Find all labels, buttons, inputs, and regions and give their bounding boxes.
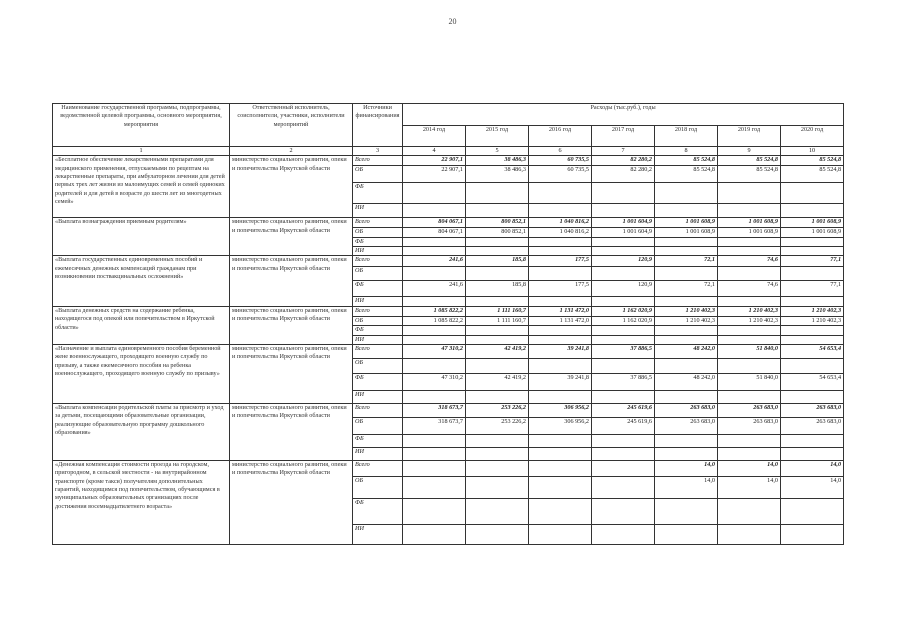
expense-value: 60 735,5 xyxy=(529,156,592,166)
expense-value xyxy=(403,447,466,460)
funding-source: Всего xyxy=(353,156,403,166)
expense-value: 51 840,0 xyxy=(718,344,781,358)
expense-value: 1 001 608,9 xyxy=(718,228,781,237)
program-row xyxy=(53,344,844,358)
funding-source: ИИ xyxy=(353,204,403,218)
expense-value xyxy=(466,524,529,544)
expense-value: 14,0 xyxy=(718,476,781,498)
expense-value xyxy=(718,358,781,373)
expense-value xyxy=(655,297,718,306)
expense-value xyxy=(781,183,844,204)
expense-value xyxy=(466,335,529,344)
expense-value: 318 673,7 xyxy=(403,403,466,417)
budget-table xyxy=(52,103,844,545)
funding-source: ИИ xyxy=(353,390,403,403)
funding-source: ИИ xyxy=(353,247,403,256)
expense-value: 37 886,5 xyxy=(592,344,655,358)
expense-value xyxy=(403,297,466,306)
expense-value xyxy=(781,267,844,281)
expense-value: 1 085 822,2 xyxy=(403,306,466,316)
expense-value: 306 956,2 xyxy=(529,417,592,434)
funding-source: Всего xyxy=(353,403,403,417)
expense-value: 14,0 xyxy=(718,460,781,476)
expense-value xyxy=(403,183,466,204)
expense-value xyxy=(466,237,529,246)
column-number: 3 xyxy=(353,147,403,156)
funding-source: ИИ xyxy=(353,524,403,544)
expense-value xyxy=(592,390,655,403)
expense-value: 1 131 472,0 xyxy=(529,306,592,316)
funding-source: ИИ xyxy=(353,297,403,306)
expense-value xyxy=(655,183,718,204)
expense-value xyxy=(718,237,781,246)
expense-value: 1 085 822,2 xyxy=(403,316,466,325)
expense-value xyxy=(529,183,592,204)
expense-value xyxy=(781,434,844,447)
funding-source: ФБ xyxy=(353,434,403,447)
expense-value xyxy=(403,237,466,246)
funding-source: ФБ xyxy=(353,237,403,246)
expense-value xyxy=(655,247,718,256)
expense-value xyxy=(655,390,718,403)
expense-value xyxy=(403,358,466,373)
expense-value xyxy=(529,524,592,544)
expense-value: 82 280,2 xyxy=(592,166,655,183)
expense-value xyxy=(655,335,718,344)
expense-value xyxy=(403,204,466,218)
program-name: «Выплата государственных единовременных пособий и ежемесячных денежных компенсаций гражданам при возникновении поствакцинальных осложнений» xyxy=(53,256,230,306)
funding-source: ФБ xyxy=(353,373,403,390)
expense-value xyxy=(592,447,655,460)
expense-value: 82 280,2 xyxy=(592,156,655,166)
program-name: «Денежная компенсация стоимости проезда на городском, пригородном, в сельской местности - на внутрирайонном транспорте (кроме такси) получателям дополнительных гарантий, находящимся под попечительством, обучающимся в муниципальных образовательных организациях после достижения восемнадцатилетнего возраста» xyxy=(53,460,230,544)
expense-value xyxy=(718,204,781,218)
program-executor: министерство социального развития, опеки и попечительства Иркутской области xyxy=(230,344,353,403)
page-number: 20 xyxy=(448,17,457,26)
expense-value xyxy=(403,460,466,476)
program-row xyxy=(53,403,844,417)
expense-value xyxy=(592,358,655,373)
expense-value: 1 210 402,3 xyxy=(718,306,781,316)
column-number: 7 xyxy=(592,147,655,156)
expense-value: 804 067,1 xyxy=(403,228,466,237)
header-year: 2017 год xyxy=(592,126,655,147)
expense-value xyxy=(781,297,844,306)
expense-value xyxy=(592,335,655,344)
expense-value: 1 001 608,9 xyxy=(655,218,718,228)
expense-value: 14,0 xyxy=(655,460,718,476)
program-executor: министерство социального развития, опеки и попечительства Иркутской области xyxy=(230,460,353,544)
funding-source: ОБ xyxy=(353,476,403,498)
expense-value: 253 226,2 xyxy=(466,417,529,434)
expense-value xyxy=(592,460,655,476)
expense-value: 1 001 604,9 xyxy=(592,228,655,237)
expense-value xyxy=(592,326,655,335)
expense-value xyxy=(529,476,592,498)
expense-value xyxy=(403,247,466,256)
expense-value xyxy=(781,335,844,344)
program-name: «Бесплатное обеспечение лекарственными препаратами для медицинского применения, отпускаемыми по рецептам на лекарственные препараты, при амбулаторном лечении для детей первых трех лет жизни из малоимущих семей и семей одиноких родителей и для детей в возрасте до шести лет из многодетных семей» xyxy=(53,156,230,218)
expense-value xyxy=(718,183,781,204)
expense-value: 263 683,0 xyxy=(718,417,781,434)
expense-value: 48 242,0 xyxy=(655,373,718,390)
expense-value: 77,1 xyxy=(781,256,844,267)
expense-value: 47 310,2 xyxy=(403,344,466,358)
expense-value: 263 683,0 xyxy=(781,403,844,417)
expense-value: 38 486,3 xyxy=(466,156,529,166)
header-year: 2020 год xyxy=(781,126,844,147)
expense-value xyxy=(655,524,718,544)
expense-value: 72,1 xyxy=(655,281,718,297)
program-row xyxy=(53,218,844,228)
funding-source: ОБ xyxy=(353,417,403,434)
expense-value xyxy=(592,434,655,447)
expense-value: 185,8 xyxy=(466,281,529,297)
expense-value: 85 524,8 xyxy=(718,156,781,166)
expense-value: 48 242,0 xyxy=(655,344,718,358)
program-executor: министерство социального развития, опеки и попечительства Иркутской области xyxy=(230,156,353,218)
expense-value xyxy=(592,297,655,306)
expense-value: 72,1 xyxy=(655,256,718,267)
expense-value xyxy=(466,498,529,524)
expense-value xyxy=(529,326,592,335)
expense-value xyxy=(592,524,655,544)
header-year: 2014 год xyxy=(403,126,466,147)
expense-value xyxy=(466,434,529,447)
expense-value: 306 956,2 xyxy=(529,403,592,417)
column-number: 10 xyxy=(781,147,844,156)
expense-value: 1 001 604,9 xyxy=(592,218,655,228)
expense-value xyxy=(781,326,844,335)
program-executor: министерство социального развития, опеки и попечительства Иркутской области xyxy=(230,218,353,256)
expense-value xyxy=(655,326,718,335)
expense-value xyxy=(529,335,592,344)
expense-value: 263 683,0 xyxy=(655,417,718,434)
expense-value: 54 653,4 xyxy=(781,344,844,358)
expense-value xyxy=(466,447,529,460)
header-year: 2019 год xyxy=(718,126,781,147)
expense-value xyxy=(655,237,718,246)
expense-value xyxy=(403,267,466,281)
expense-value xyxy=(403,476,466,498)
expense-value xyxy=(781,447,844,460)
expense-value: 14,0 xyxy=(781,460,844,476)
expense-value xyxy=(466,247,529,256)
expense-value: 74,6 xyxy=(718,281,781,297)
expense-value: 22 907,1 xyxy=(403,156,466,166)
expense-value xyxy=(655,204,718,218)
expense-value xyxy=(466,390,529,403)
expense-value: 37 886,5 xyxy=(592,373,655,390)
column-numbers-row xyxy=(53,147,844,156)
expense-value: 318 673,7 xyxy=(403,417,466,434)
expense-value xyxy=(529,237,592,246)
expense-value xyxy=(466,460,529,476)
expense-value xyxy=(718,247,781,256)
expense-value: 1 210 402,3 xyxy=(655,316,718,325)
expense-value xyxy=(466,204,529,218)
expense-value: 1 162 020,9 xyxy=(592,306,655,316)
expense-value xyxy=(403,498,466,524)
program-executor: министерство социального развития, опеки и попечительства Иркутской области xyxy=(230,403,353,460)
expense-value xyxy=(781,524,844,544)
program-name: «Назначение и выплата единовременного пособия беременной жене военнослужащего, проходящего военную службу по призыву, а также ежемесячного пособия на ребенка военнослужащего, проходящего военную службу по призыву» xyxy=(53,344,230,403)
expense-value: 54 653,4 xyxy=(781,373,844,390)
program-row xyxy=(53,156,844,166)
expense-value: 1 001 608,9 xyxy=(718,218,781,228)
expense-value: 245 619,6 xyxy=(592,403,655,417)
expense-value: 85 524,8 xyxy=(781,166,844,183)
funding-source: Всего xyxy=(353,344,403,358)
header-col-expenses: Расходы (тыс.руб.), годы xyxy=(403,104,844,126)
header-row-top xyxy=(53,104,844,126)
expense-value xyxy=(592,204,655,218)
expense-value xyxy=(403,335,466,344)
expense-value: 85 524,8 xyxy=(655,156,718,166)
program-row xyxy=(53,256,844,267)
expense-value: 42 419,2 xyxy=(466,373,529,390)
expense-value: 1 040 816,2 xyxy=(529,218,592,228)
expense-value xyxy=(592,476,655,498)
funding-source: ФБ xyxy=(353,326,403,335)
expense-value xyxy=(403,326,466,335)
program-name: «Выплата вознаграждения приемным родителям» xyxy=(53,218,230,256)
funding-source: ОБ xyxy=(353,358,403,373)
program-executor: министерство социального развития, опеки и попечительства Иркутской области xyxy=(230,306,353,344)
expense-value: 241,6 xyxy=(403,256,466,267)
expense-value xyxy=(466,326,529,335)
expense-value xyxy=(718,447,781,460)
expense-value xyxy=(718,498,781,524)
expense-value xyxy=(781,390,844,403)
expense-value xyxy=(592,237,655,246)
program-executor: министерство социального развития, опеки и попечительства Иркутской области xyxy=(230,256,353,306)
expense-value: 1 111 160,7 xyxy=(466,316,529,325)
column-number: 4 xyxy=(403,147,466,156)
expense-value xyxy=(655,267,718,281)
expense-value xyxy=(655,498,718,524)
expense-value: 263 683,0 xyxy=(655,403,718,417)
funding-source: ФБ xyxy=(353,183,403,204)
expense-value xyxy=(466,476,529,498)
expense-value xyxy=(466,267,529,281)
funding-source: Всего xyxy=(353,256,403,267)
expense-value xyxy=(781,358,844,373)
expense-value: 263 683,0 xyxy=(718,403,781,417)
expense-value: 263 683,0 xyxy=(781,417,844,434)
funding-source: Всего xyxy=(353,218,403,228)
expense-value: 51 840,0 xyxy=(718,373,781,390)
funding-source: ИИ xyxy=(353,447,403,460)
expense-value xyxy=(781,498,844,524)
expense-value: 47 310,2 xyxy=(403,373,466,390)
expense-value: 22 907,1 xyxy=(403,166,466,183)
expense-value xyxy=(529,358,592,373)
expense-value: 1 131 472,0 xyxy=(529,316,592,325)
expense-value: 77,1 xyxy=(781,281,844,297)
expense-value: 85 524,8 xyxy=(781,156,844,166)
expense-value xyxy=(529,204,592,218)
expense-value xyxy=(718,390,781,403)
funding-source: Всего xyxy=(353,460,403,476)
expense-value xyxy=(466,358,529,373)
funding-source: Всего xyxy=(353,306,403,316)
expense-value xyxy=(718,335,781,344)
header-year: 2018 год xyxy=(655,126,718,147)
column-number: 2 xyxy=(230,147,353,156)
expense-value xyxy=(403,390,466,403)
expense-value xyxy=(718,434,781,447)
expense-value: 74,6 xyxy=(718,256,781,267)
header-col-executor: Ответственный исполнитель, соисполнители, участники, исполнители мероприятий xyxy=(230,104,353,147)
expense-value: 800 852,1 xyxy=(466,228,529,237)
expense-value xyxy=(718,267,781,281)
expense-value: 42 419,2 xyxy=(466,344,529,358)
column-number: 5 xyxy=(466,147,529,156)
expense-value: 177,5 xyxy=(529,281,592,297)
expense-value xyxy=(592,183,655,204)
expense-value: 1 040 816,2 xyxy=(529,228,592,237)
expense-value: 241,6 xyxy=(403,281,466,297)
program-name: «Выплата компенсации родительской платы за присмотр и уход за детьми, посещающими образовательные организации, реализующие образовательную программу дошкольного образования» xyxy=(53,403,230,460)
expense-value: 1 210 402,3 xyxy=(781,306,844,316)
expense-value xyxy=(529,390,592,403)
expense-value xyxy=(718,524,781,544)
expense-value: 1 001 608,9 xyxy=(781,218,844,228)
expense-value: 185,8 xyxy=(466,256,529,267)
expense-value: 800 852,1 xyxy=(466,218,529,228)
expense-value xyxy=(529,460,592,476)
expense-value: 85 524,8 xyxy=(655,166,718,183)
funding-source: ФБ xyxy=(353,498,403,524)
funding-source: ОБ xyxy=(353,267,403,281)
expense-value xyxy=(655,434,718,447)
expense-value: 39 241,8 xyxy=(529,344,592,358)
expense-value: 60 735,5 xyxy=(529,166,592,183)
expense-value: 14,0 xyxy=(655,476,718,498)
expense-value xyxy=(466,297,529,306)
header-year: 2015 год xyxy=(466,126,529,147)
expense-value xyxy=(781,237,844,246)
expense-value: 39 241,8 xyxy=(529,373,592,390)
expense-value xyxy=(466,183,529,204)
expense-value xyxy=(718,297,781,306)
column-number: 8 xyxy=(655,147,718,156)
expense-value xyxy=(529,498,592,524)
expense-value xyxy=(781,204,844,218)
column-number: 1 xyxy=(53,147,230,156)
expense-value: 120,9 xyxy=(592,281,655,297)
expense-value: 1 210 402,3 xyxy=(718,316,781,325)
expense-value xyxy=(403,434,466,447)
expense-value xyxy=(718,326,781,335)
expense-value xyxy=(592,498,655,524)
expense-value xyxy=(592,247,655,256)
expense-value xyxy=(529,247,592,256)
funding-source: ФБ xyxy=(353,281,403,297)
expense-value: 1 111 160,7 xyxy=(466,306,529,316)
expense-value xyxy=(655,447,718,460)
program-row xyxy=(53,306,844,316)
expense-value: 245 619,6 xyxy=(592,417,655,434)
expense-value: 85 524,8 xyxy=(718,166,781,183)
expense-value: 804 067,1 xyxy=(403,218,466,228)
expense-value: 38 486,3 xyxy=(466,166,529,183)
funding-source: ОБ xyxy=(353,166,403,183)
header-col-source: Источники финансирования xyxy=(353,104,403,147)
expense-value: 1 001 608,9 xyxy=(781,228,844,237)
expense-value xyxy=(655,358,718,373)
expense-value: 253 226,2 xyxy=(466,403,529,417)
expense-value xyxy=(529,434,592,447)
expense-value xyxy=(781,247,844,256)
expense-value: 1 001 608,9 xyxy=(655,228,718,237)
column-number: 6 xyxy=(529,147,592,156)
header-col-name: Наименование государственной программы, подпрограммы, ведомственной целевой программы, основного мероприятия, мероприятия xyxy=(53,104,230,147)
expense-value: 177,5 xyxy=(529,256,592,267)
header-year: 2016 год xyxy=(529,126,592,147)
expense-value xyxy=(403,524,466,544)
expense-value: 1 162 020,9 xyxy=(592,316,655,325)
program-name: «Выплата денежных средств на содержание ребенка, находящегося под опекой или попечительством в Иркутской области» xyxy=(53,306,230,344)
expense-value xyxy=(529,297,592,306)
expense-value xyxy=(592,267,655,281)
expense-value: 14,0 xyxy=(781,476,844,498)
funding-source: ИИ xyxy=(353,335,403,344)
program-row xyxy=(53,460,844,476)
expense-value: 1 210 402,3 xyxy=(781,316,844,325)
funding-source: ОБ xyxy=(353,228,403,237)
expense-value: 1 210 402,3 xyxy=(655,306,718,316)
expense-value: 120,9 xyxy=(592,256,655,267)
expense-value xyxy=(529,447,592,460)
funding-source: ОБ xyxy=(353,316,403,325)
column-number: 9 xyxy=(718,147,781,156)
expense-value xyxy=(529,267,592,281)
